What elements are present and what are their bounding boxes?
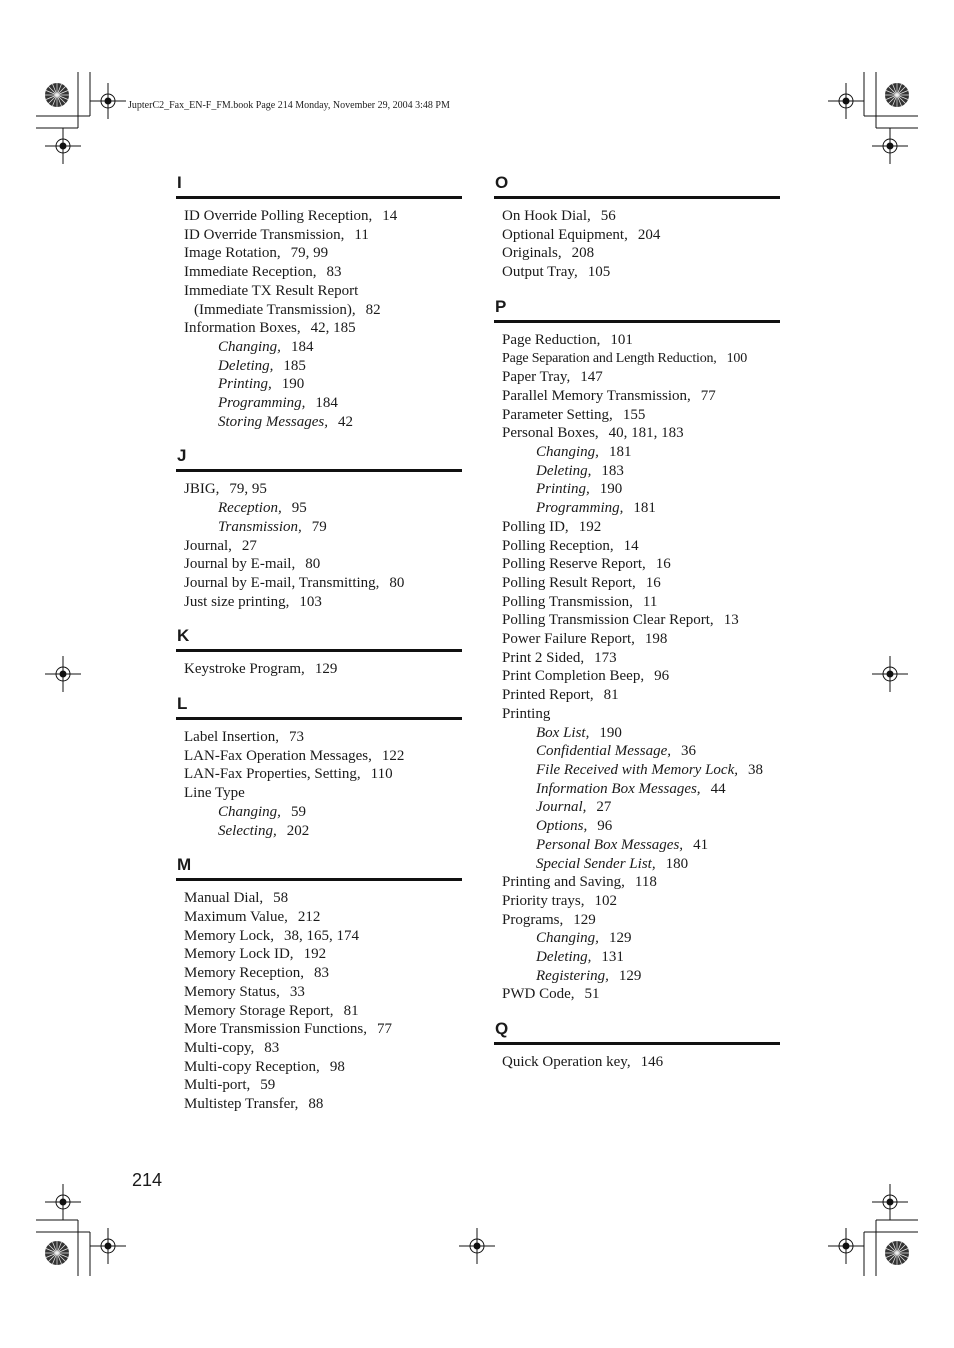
entry-term: Journal, [536,799,587,816]
entry-pages: 208 [571,245,595,262]
index-entries [176,480,462,611]
entry-pages: 81 [343,1002,359,1019]
section-rule [494,196,780,199]
entry-term: Multi-copy Reception, [184,1058,320,1075]
index-entry [176,226,462,245]
index-entry [176,908,462,927]
entry-pages: 33 [289,983,305,1000]
entry-term: Changing, [218,338,281,355]
index-section-q [494,1018,780,1072]
index-column-left [176,172,462,1114]
index-subentry [494,929,780,948]
index-subentry [176,375,462,394]
entry-term: Maximum Value, [184,908,288,925]
index-entry [494,705,780,724]
entry-pages: 79, 99 [290,245,329,262]
index-subentry [176,394,462,413]
index-subentry [176,338,462,357]
entry-term: Polling Transmission Clear Report, [502,612,714,629]
entry-term: Changing, [218,803,281,820]
entry-term: Print Completion Beep, [502,668,645,685]
entry-term: Memory Lock ID, [184,946,294,963]
index-entries [176,728,462,840]
entry-pages: 38, 165, 174 [283,927,359,944]
entry-pages: 96 [597,818,613,835]
index-entry [494,537,780,556]
entry-pages: 36 [681,743,696,760]
entry-term: Changing, [536,930,599,947]
index-entry [494,985,780,1004]
entry-pages: 42 [338,413,353,430]
index-entries [494,331,780,1004]
registration-wheel-icon [45,83,69,107]
entry-term: Registering, [536,967,609,984]
index-entry [176,574,462,593]
index-entry [494,892,780,911]
entry-pages: 173 [594,649,617,666]
index-entries [176,660,462,679]
entry-term: Polling Transmission, [502,593,633,610]
entry-term: Printing, [536,481,590,498]
index-column-right [494,172,780,1072]
index-section-o [494,172,780,282]
index-entry [176,537,462,556]
entry-term: Quick Operation key, [502,1054,631,1071]
section-rule [176,469,462,472]
entry-term: Printing, [218,376,272,393]
index-section-m [176,854,462,1113]
entry-term: More Transmission Functions, [184,1021,367,1038]
entry-pages: 83 [313,965,329,982]
entry-pages: 56 [600,208,616,224]
section-rule [176,717,462,720]
index-entry [176,593,462,612]
entry-term: File Received with Memory Lock, [536,761,739,778]
entry-pages: 185 [283,357,306,374]
section-rule [176,196,462,199]
index-entry [494,207,780,226]
index-subentry [494,798,780,817]
index-entry [494,350,780,369]
section-letter: K [177,626,190,646]
entry-pages: 27 [596,799,612,816]
entry-term: Polling Result Report, [502,574,636,591]
entry-pages: 40, 181, 183 [608,425,684,442]
registration-wheel-icon [885,1241,909,1265]
index-subentry [494,480,780,499]
index-entry [176,301,462,320]
section-letter: P [495,296,507,316]
index-entry [176,319,462,338]
index-subentry [494,724,780,743]
registration-wheel-icon [45,1241,69,1265]
index-entry [176,1095,462,1114]
entry-pages: 103 [299,593,322,610]
section-letter: J [177,446,187,466]
entry-term: (Immediate Transmission), [194,301,356,318]
entry-term: Printing [502,705,551,722]
entry-term: Multistep Transfer, [184,1096,299,1113]
entry-term: Options, [536,818,588,835]
section-rule [176,649,462,652]
entry-pages: 11 [354,226,369,243]
index-subentry [176,518,462,537]
entry-term: Line Type [184,785,245,802]
index-entry [176,1076,462,1095]
entry-term: LAN-Fax Operation Messages, [184,747,372,764]
entry-term: Programming, [536,500,624,517]
index-entry [494,263,780,282]
entry-pages: 98 [329,1058,345,1075]
entry-term: Deleting, [218,357,274,374]
index-section-l [176,693,462,840]
entry-pages: 77 [700,387,716,404]
index-entry [494,424,780,443]
index-entry [494,611,780,630]
entry-pages: 118 [634,874,657,891]
entry-pages: 27 [241,537,257,554]
entry-pages: 59 [290,803,306,820]
section-letter: O [495,173,509,192]
entry-term: Memory Status, [184,983,280,1000]
entry-pages: 88 [308,1096,324,1113]
entry-term: Label Insertion, [184,729,279,746]
entry-pages: 42, 185 [310,320,356,337]
entry-pages: 184 [315,395,338,412]
entry-pages: 155 [622,406,646,423]
section-rule [494,320,780,323]
index-entry [176,207,462,226]
entry-pages: 105 [587,264,611,281]
entry-term: Optional Equipment, [502,226,628,243]
index-entries [176,889,462,1113]
entry-pages: 192 [303,946,327,963]
entry-pages: 190 [599,481,623,498]
entry-term: Power Failure Report, [502,631,635,648]
index-subentry [176,822,462,841]
index-entry [176,945,462,964]
index-section-k [176,625,462,679]
index-entry [176,1058,462,1077]
registration-wheel-icon [885,83,909,107]
entry-pages: 122 [381,747,405,764]
section-rule [494,1042,780,1045]
entry-pages: 129 [573,911,596,928]
entry-term: Paper Tray, [502,369,571,386]
section-letter: L [177,694,188,714]
index-subentry [494,499,780,518]
index-section-j [176,445,462,611]
entry-pages: 100 [726,350,748,366]
index-entry [176,889,462,908]
entry-term: Print 2 Sided, [502,649,585,666]
index-subentry [494,443,780,462]
index-entry [176,555,462,574]
entry-term: PWD Code, [502,986,575,1003]
entry-term: Deleting, [536,949,592,966]
entry-term: Immediate TX Result Report [184,282,359,299]
entry-pages: 212 [297,908,321,925]
entry-term: Selecting, [218,822,277,839]
index-entry [494,406,780,425]
entry-term: Programs, [502,911,564,928]
entry-pages: 181 [608,444,632,461]
entry-term: Printing and Saving, [502,874,625,891]
index-entries [494,207,780,282]
index-entry [494,1053,780,1072]
entry-pages: 58 [273,890,289,907]
entry-pages: 190 [281,376,305,393]
entry-pages: 77 [376,1021,392,1038]
entry-term: Polling Reserve Report, [502,556,646,573]
entry-term: Polling ID, [502,518,569,535]
index-subentry [494,855,780,874]
entry-term: Memory Lock, [184,927,274,944]
entry-term: Page Reduction, [502,331,601,348]
index-entry [494,387,780,406]
index-entry [176,765,462,784]
entry-pages: 44 [710,780,726,797]
index-entry [176,1002,462,1021]
entry-term: Confidential Message, [536,743,671,760]
entry-pages: 102 [594,892,617,909]
index-entry [176,927,462,946]
entry-pages: 110 [370,766,393,783]
entry-term: ID Override Transmission, [184,226,345,243]
entry-pages: 81 [603,687,619,704]
entry-pages: 41 [693,836,709,853]
index-section-p [494,296,780,1004]
entry-term: Parallel Memory Transmission, [502,387,691,404]
entry-pages: 80 [389,574,405,591]
index-entry [176,784,462,803]
index-entry [176,983,462,1002]
entry-term: Printed Report, [502,687,594,704]
entry-pages: 198 [644,631,668,648]
index-subentry [494,948,780,967]
entry-term: Priority trays, [502,892,585,909]
entry-term: Deleting, [536,462,592,479]
index-entry [494,555,780,574]
index-entry [494,244,780,263]
entry-pages: 51 [584,986,600,1003]
entry-pages: 129 [618,967,642,984]
entry-pages: 146 [640,1054,664,1071]
index-entry [494,873,780,892]
entry-pages: 83 [264,1039,280,1056]
index-subentry [494,836,780,855]
entry-term: Changing, [536,444,599,461]
index-entry [176,964,462,983]
entry-term: Page Separation and Length Reduction, [502,350,717,366]
entry-term: Manual Dial, [184,890,264,907]
entry-term: Just size printing, [184,593,290,610]
entry-term: Journal by E-mail, [184,556,296,573]
entry-pages: 129 [608,930,632,947]
index-entry [494,331,780,350]
entry-pages: 14 [623,537,639,554]
entry-term: Output Tray, [502,264,578,281]
index-subentry [494,761,780,780]
index-entry [176,263,462,282]
index-entries [494,1053,780,1072]
entry-term: Keystroke Program, [184,661,305,678]
index-entry [176,480,462,499]
index-entries [176,207,462,431]
index-subentry [494,742,780,761]
entry-pages: 183 [601,462,624,479]
entry-term: Information Box Messages, [536,780,701,797]
entry-pages: 96 [654,668,670,685]
entry-pages: 79 [311,518,327,535]
index-subentry [176,413,462,432]
index-entry [176,1039,462,1058]
entry-term: ID Override Polling Reception, [184,208,373,224]
entry-term: Multi-copy, [184,1039,255,1056]
entry-term: Personal Box Messages, [536,836,684,853]
index-entry [494,649,780,668]
index-subentry [494,780,780,799]
index-entry [494,667,780,686]
entry-pages: 16 [645,574,661,591]
entry-pages: 83 [326,264,342,281]
index-entry [176,747,462,766]
index-subentry [494,817,780,836]
page-number: 214 [132,1170,163,1190]
entry-term: Box List, [536,724,590,741]
index-subentry [176,357,462,376]
entry-pages: 101 [610,331,633,348]
entry-term: Transmission, [218,518,302,535]
index-entry [176,1020,462,1039]
entry-term: Personal Boxes, [502,425,599,442]
entry-pages: 190 [599,724,622,741]
entry-pages: 131 [601,949,624,966]
entry-term: LAN-Fax Properties, Setting, [184,766,361,783]
entry-term: Immediate Reception, [184,264,317,281]
entry-pages: 73 [288,729,304,746]
entry-term: Multi-port, [184,1077,251,1094]
entry-term: Memory Reception, [184,965,304,982]
entry-pages: 192 [578,518,602,535]
index-entry [176,728,462,747]
print-header: JupterC2_Fax_EN-F_FM.book Page 214 Monday, November 29, 2004 3:48 PM [128,100,450,111]
index-entry [494,574,780,593]
entry-pages: 11 [642,593,658,610]
entry-pages: 129 [314,661,338,678]
entry-pages: 14 [382,208,398,224]
entry-pages: 180 [665,855,689,872]
entry-pages: 80 [305,556,321,573]
index-subentry [176,803,462,822]
entry-pages: 181 [633,500,656,517]
entry-pages: 59 [260,1077,276,1094]
entry-pages: 38 [748,761,764,778]
entry-term: Journal by E-mail, Transmitting, [184,574,380,591]
entry-term: Parameter Setting, [502,406,613,423]
index-subentry [494,462,780,481]
index-entry [176,282,462,301]
index-entry [176,660,462,679]
index-entry [494,593,780,612]
index-entry [494,686,780,705]
index-subentry [494,967,780,986]
section-letter: I [177,173,182,192]
entry-pages: 82 [365,301,381,318]
entry-pages: 184 [290,338,314,355]
index-entry [494,368,780,387]
index-entry [494,630,780,649]
section-letter: M [177,855,192,875]
entry-pages: 13 [723,612,739,629]
section-letter: Q [495,1019,509,1039]
entry-pages: 16 [655,556,671,573]
entry-term: Programming, [218,395,306,412]
entry-pages: 204 [637,226,661,243]
entry-term: Originals, [502,245,562,262]
entry-term: Information Boxes, [184,320,301,337]
entry-term: Image Rotation, [184,245,281,262]
index-entry [494,911,780,930]
index-section-i [176,172,462,431]
section-rule [176,878,462,881]
entry-term: On Hook Dial, [502,208,591,224]
entry-term: Memory Storage Report, [184,1002,334,1019]
entry-term: JBIG, [184,481,220,498]
index-subentry [176,499,462,518]
index-entry [494,226,780,245]
index-entry [494,518,780,537]
entry-pages: 202 [286,822,310,839]
entry-term: Storing Messages, [218,413,328,430]
entry-pages: 95 [291,500,307,517]
entry-pages: 147 [580,369,603,386]
entry-pages: 79, 95 [229,481,267,498]
entry-term: Polling Reception, [502,537,614,554]
entry-term: Reception, [218,500,282,517]
entry-term: Journal, [184,537,232,554]
index-entry [176,244,462,263]
entry-term: Special Sender List, [536,855,656,872]
